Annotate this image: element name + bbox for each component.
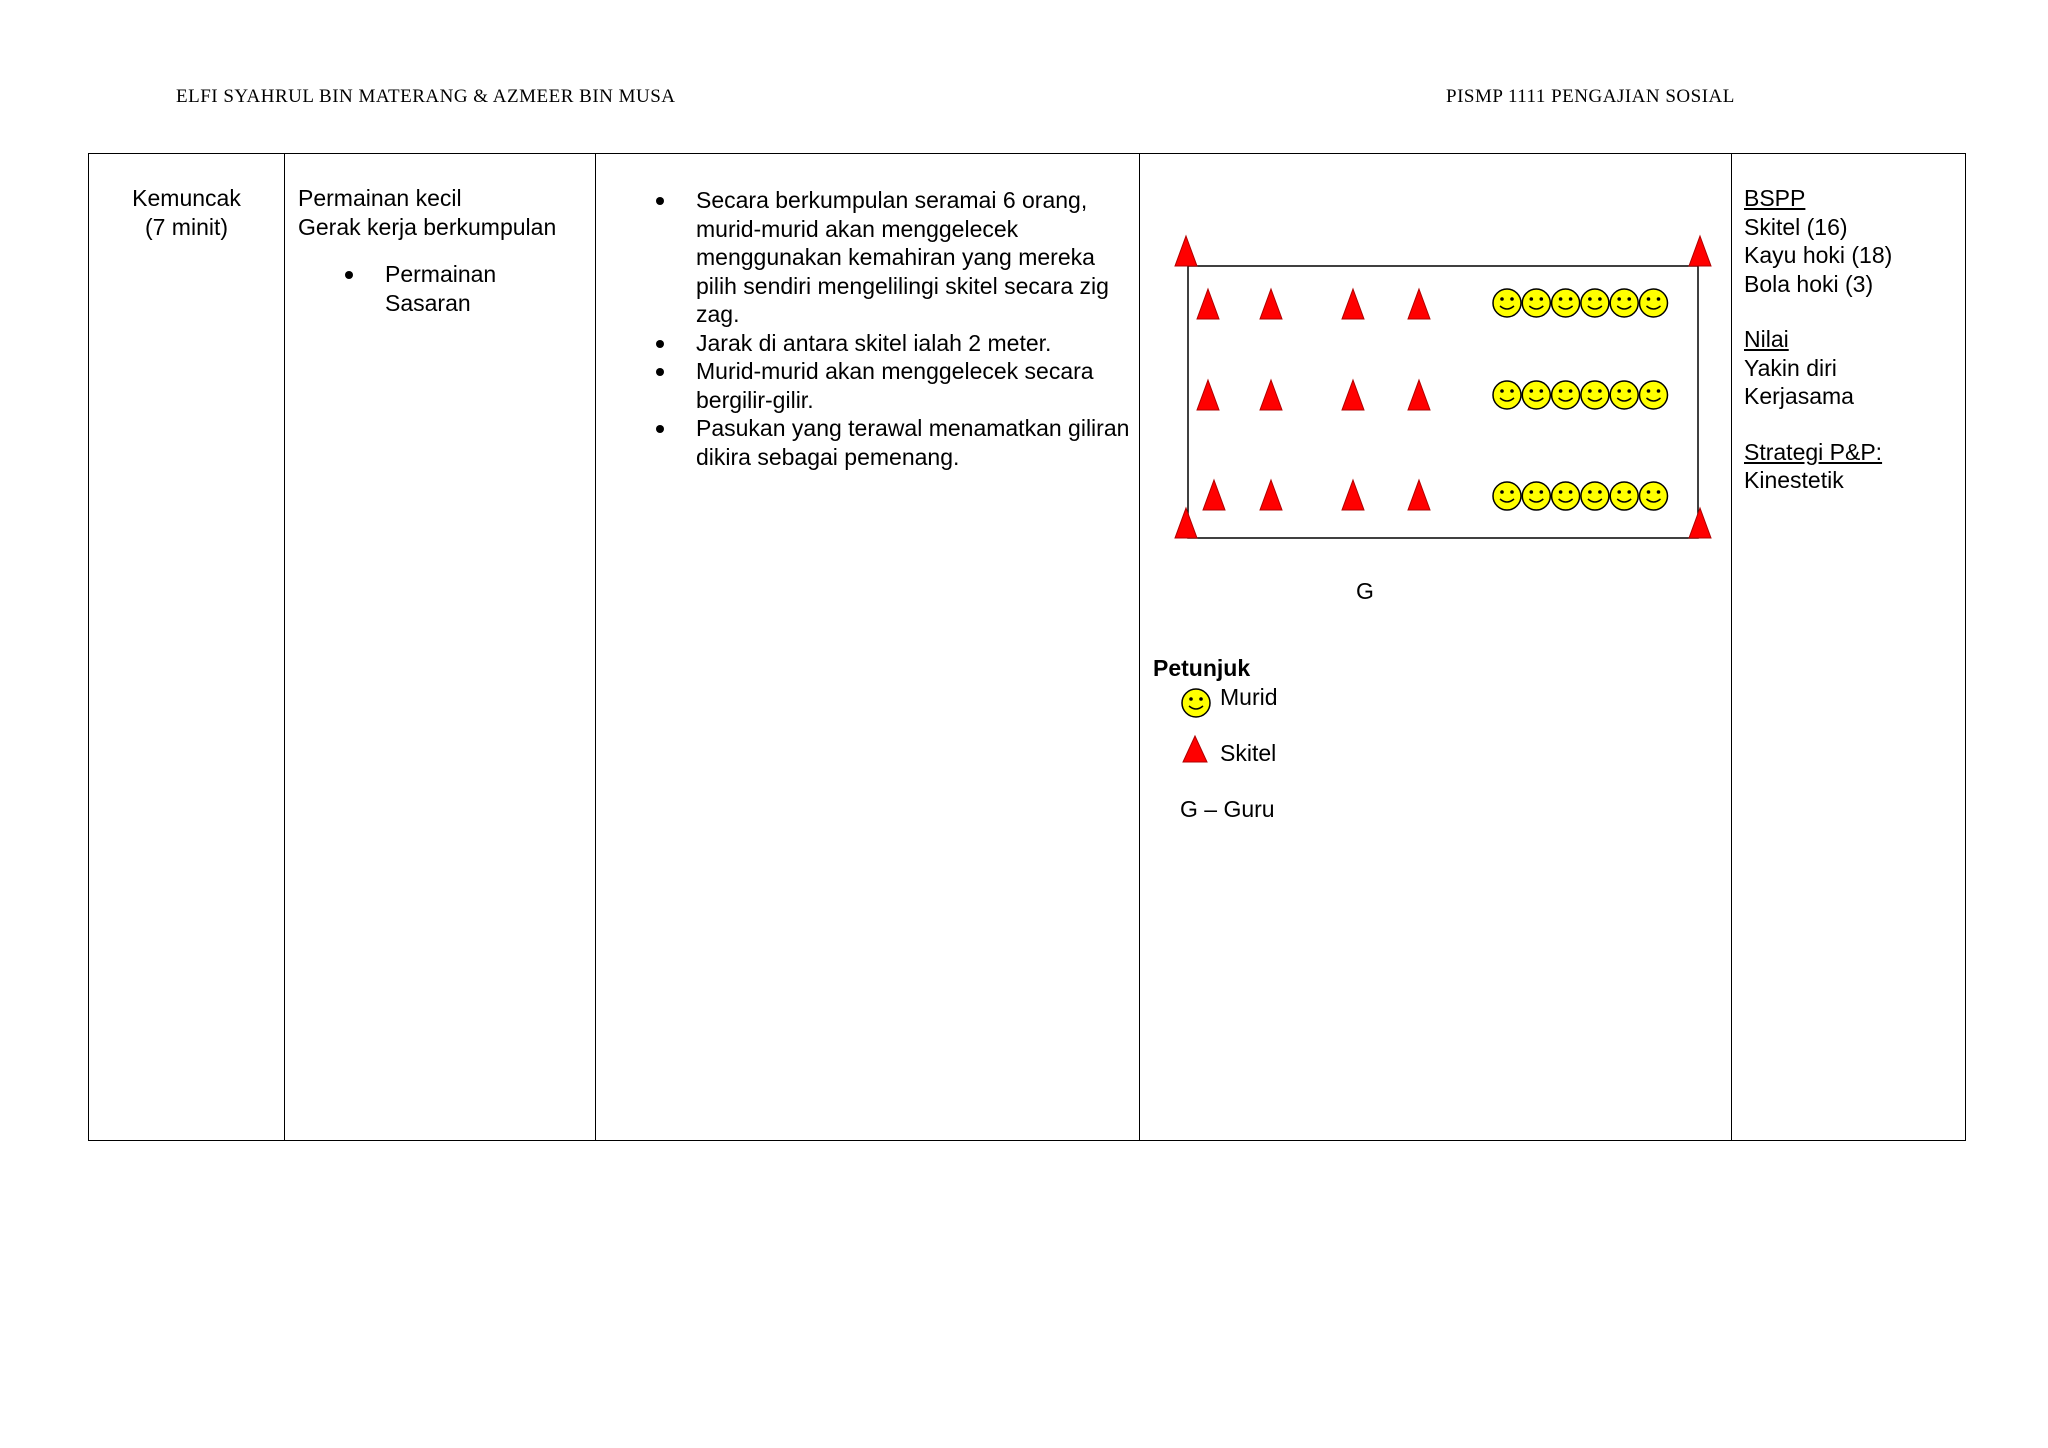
smiley-icon — [1640, 381, 1668, 409]
bullet-icon — [656, 425, 664, 433]
content-bullet-list — [385, 260, 585, 317]
smiley-icon — [1522, 289, 1550, 317]
bspp-item: Bola hoki (3) — [1744, 270, 1874, 297]
cone-icon — [1260, 380, 1282, 410]
content-line-1: Permainan kecil — [298, 185, 462, 211]
list-item: Murid-murid akan menggelecek secara bergilir-gilir. — [696, 357, 1136, 414]
cone-icon — [1260, 289, 1282, 319]
bspp-item: Kayu hoki (18) — [1744, 242, 1893, 268]
list-item: Secara berkumpulan seramai 6 orang, murid-murid akan menggelecek menggunakan kemahiran yang mereka pilih sendiri mengelilingi skitel secara zig zag. — [696, 186, 1136, 329]
smiley-icon — [1552, 482, 1580, 510]
cone-icon — [1408, 480, 1430, 510]
bspp-heading: BSPP — [1744, 185, 1806, 211]
cone-icon — [1197, 380, 1219, 410]
header-course: PISMP 1111 PENGAJIAN SOSIAL — [1446, 86, 1735, 107]
smiley-icon — [1581, 289, 1609, 317]
bspp-item: Skitel (16) — [1744, 213, 1848, 240]
teacher-mark: G — [1356, 578, 1374, 604]
cone-icon — [1408, 380, 1430, 410]
cone-icon — [1342, 480, 1364, 510]
list-item: Jarak di antara skitel ialah 2 meter. — [696, 329, 1136, 358]
list-item: Permainan Sasaran — [385, 260, 535, 317]
phase-duration: (7 minit) — [144, 213, 229, 240]
smiley-icon — [1610, 289, 1638, 317]
cone-icon — [1203, 480, 1225, 510]
table-row — [89, 154, 1966, 1141]
lesson-plan-table — [88, 153, 1966, 1141]
field-diagram — [1140, 154, 1732, 1142]
list-item: Pasukan yang terawal menamatkan giliran dikira sebagai pemenang. — [696, 414, 1136, 471]
smiley-icon — [1181, 688, 1215, 722]
legend-skitel: Skitel — [1220, 740, 1277, 766]
smiley-icon — [1610, 482, 1638, 510]
cone-icon — [1689, 508, 1711, 538]
notes-cell — [1732, 154, 1966, 1141]
cone-icon — [1408, 289, 1430, 319]
cone-icon — [1342, 380, 1364, 410]
nilai-heading: Nilai — [1744, 326, 1789, 352]
cone-icon — [1175, 508, 1197, 538]
cone-icon — [1342, 289, 1364, 319]
cone-icon — [1197, 289, 1219, 319]
strategi-heading: Strategi P&P: — [1744, 438, 1883, 465]
content-cell — [285, 154, 596, 1141]
cone-icon — [1175, 236, 1197, 266]
activity-bullet-list — [696, 186, 1136, 471]
bullet-icon — [345, 271, 353, 279]
activity-cell — [596, 154, 1140, 1141]
legend-guru: G – Guru — [1180, 796, 1275, 822]
cone-icon — [1260, 480, 1282, 510]
legend-murid: Murid — [1220, 684, 1278, 710]
bullet-icon — [656, 197, 664, 205]
legend-title: Petunjuk — [1153, 655, 1251, 681]
header-authors: ELFI SYAHRUL BIN MATERANG & AZMEER BIN MUSA — [176, 86, 676, 107]
diagram-cell — [1140, 154, 1732, 1141]
smiley-icon — [1522, 482, 1550, 510]
smiley-icon — [1493, 381, 1521, 409]
content-line-2: Gerak kerja berkumpulan — [298, 213, 557, 240]
phase-name: Kemuncak — [132, 185, 241, 211]
cone-icon — [1181, 734, 1211, 764]
nilai-item: Yakin diri — [1744, 354, 1837, 381]
bullet-icon — [656, 368, 664, 376]
smiley-icon — [1522, 381, 1550, 409]
smiley-icon — [1640, 482, 1668, 510]
smiley-icon — [1610, 381, 1638, 409]
smiley-icon — [1640, 289, 1668, 317]
cone-icon — [1689, 236, 1711, 266]
smiley-icon — [1493, 289, 1521, 317]
smiley-icon — [1552, 289, 1580, 317]
smiley-icon — [1493, 482, 1521, 510]
nilai-item: Kerjasama — [1744, 383, 1854, 409]
strategi-item: Kinestetik — [1744, 467, 1844, 493]
smiley-icon — [1581, 482, 1609, 510]
bullet-icon — [656, 340, 664, 348]
smiley-icon — [1581, 381, 1609, 409]
smiley-icon — [1552, 381, 1580, 409]
phase-cell — [89, 154, 285, 1141]
